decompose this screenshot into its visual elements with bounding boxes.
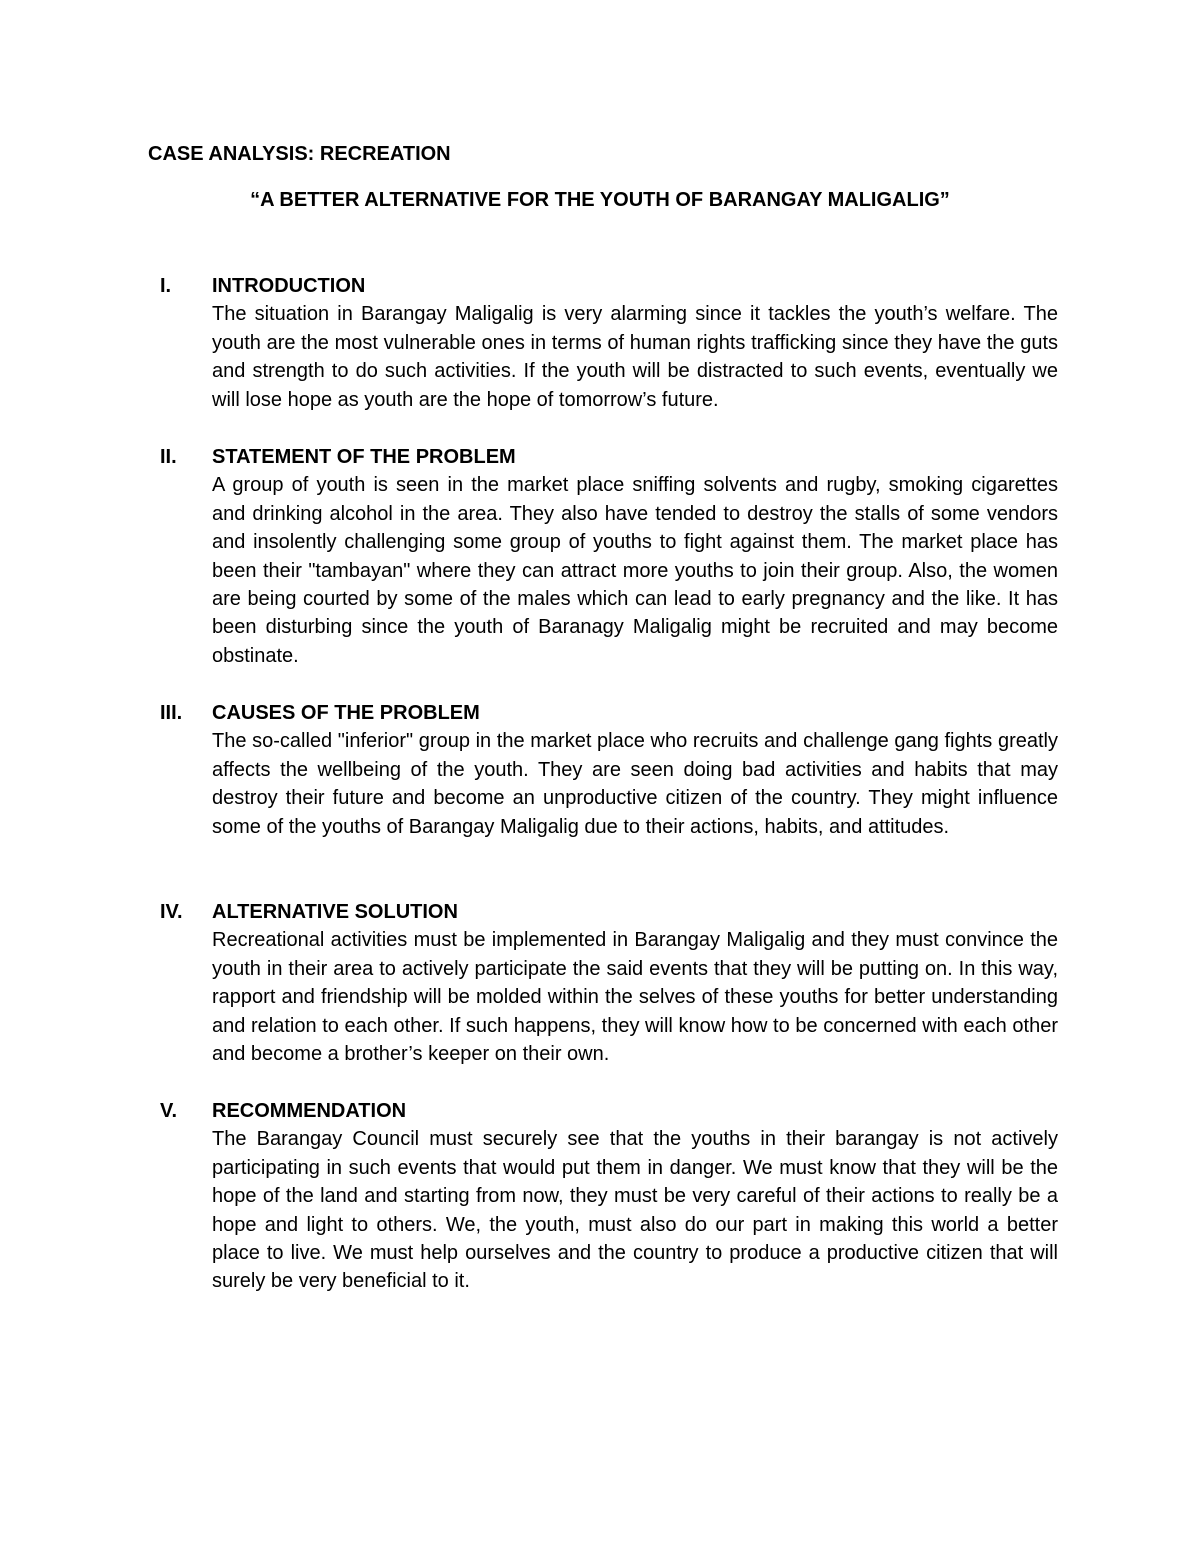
section-numeral: I. [160,275,172,297]
section-heading: STATEMENT OF THE PROBLEM [212,446,516,468]
section-heading: ALTERNATIVE SOLUTION [212,901,458,923]
section-numeral: III. [160,702,183,724]
document-heading: CASE ANALYSIS: RECREATION [148,143,451,165]
section-body: Recreational activities must be implemented in Barangay Maligalig and they must convince the youth in their area to actively participate the said events that they will be putting on. In this way, rapport and friendship will be molded within the selves of these youths for better understanding and relation to each other. If such happens, they will know how to be concerned with each other and become a brother’s keeper on their own. [212,929,1058,1066]
section-numeral: V. [160,1100,178,1122]
section-body: The Barangay Council must securely see that the youths in their barangay is not actively participating in such events that would put them in danger. We must know that they will be the hope of the land and starting from now, they must be very careful of their actions to really be a hope and light to others. We, the youth, must also do our part in making this world a better place to live. We must help ourselves and the country to produce a productive citizen that will surely be very beneficial to it. [212,1128,1058,1293]
document-title: “A BETTER ALTERNATIVE FOR THE YOUTH OF BARANGAY MALIGALIG” [250,189,950,211]
section-numeral: IV. [160,901,183,923]
section-body: A group of youth is seen in the market place sniffing solvents and rugby, smoking cigarettes and drinking alcohol in the area. They also have tended to destroy the stalls of some vendors and insolently challenging some group of youths to fight against them. The market place has been their "tambayan" where they can attract more youths to join their group. Also, the women are being courted by some of the males which can lead to early pregnancy and the like. It has been disturbing since the youth of Baranagy Maligalig might be recruited and may become obstinate. [212,474,1058,667]
section-body: The so-called "inferior" group in the market place who recruits and challenge gang fights greatly affects the wellbeing of the youth. They are seen doing bad activities and habits that may destroy their future and become an unproductive citizen of the country. They might influence some of the youths of Barangay Maligalig due to their actions, habits, and attitudes. [212,730,1058,838]
section-heading: CAUSES OF THE PROBLEM [212,702,480,724]
section-heading: INTRODUCTION [212,275,366,297]
section-causes-of-the-problem [148,699,1058,841]
section-recommendation [148,1097,1058,1296]
section-numeral: II. [160,446,177,468]
section-introduction [148,272,1058,414]
section-body: The situation in Barangay Maligalig is very alarming since it tackles the youth’s welfare. The youth are the most vulnerable ones in terms of human rights trafficking since they have the guts and strength to do such activities. If the youth will be distracted to such events, eventually we will lose hope as youth are the hope of tomorrow’s future. [212,303,1058,411]
section-statement-of-the-problem [148,443,1058,670]
section-alternative-solution [148,898,1058,1068]
section-heading: RECOMMENDATION [212,1100,407,1122]
